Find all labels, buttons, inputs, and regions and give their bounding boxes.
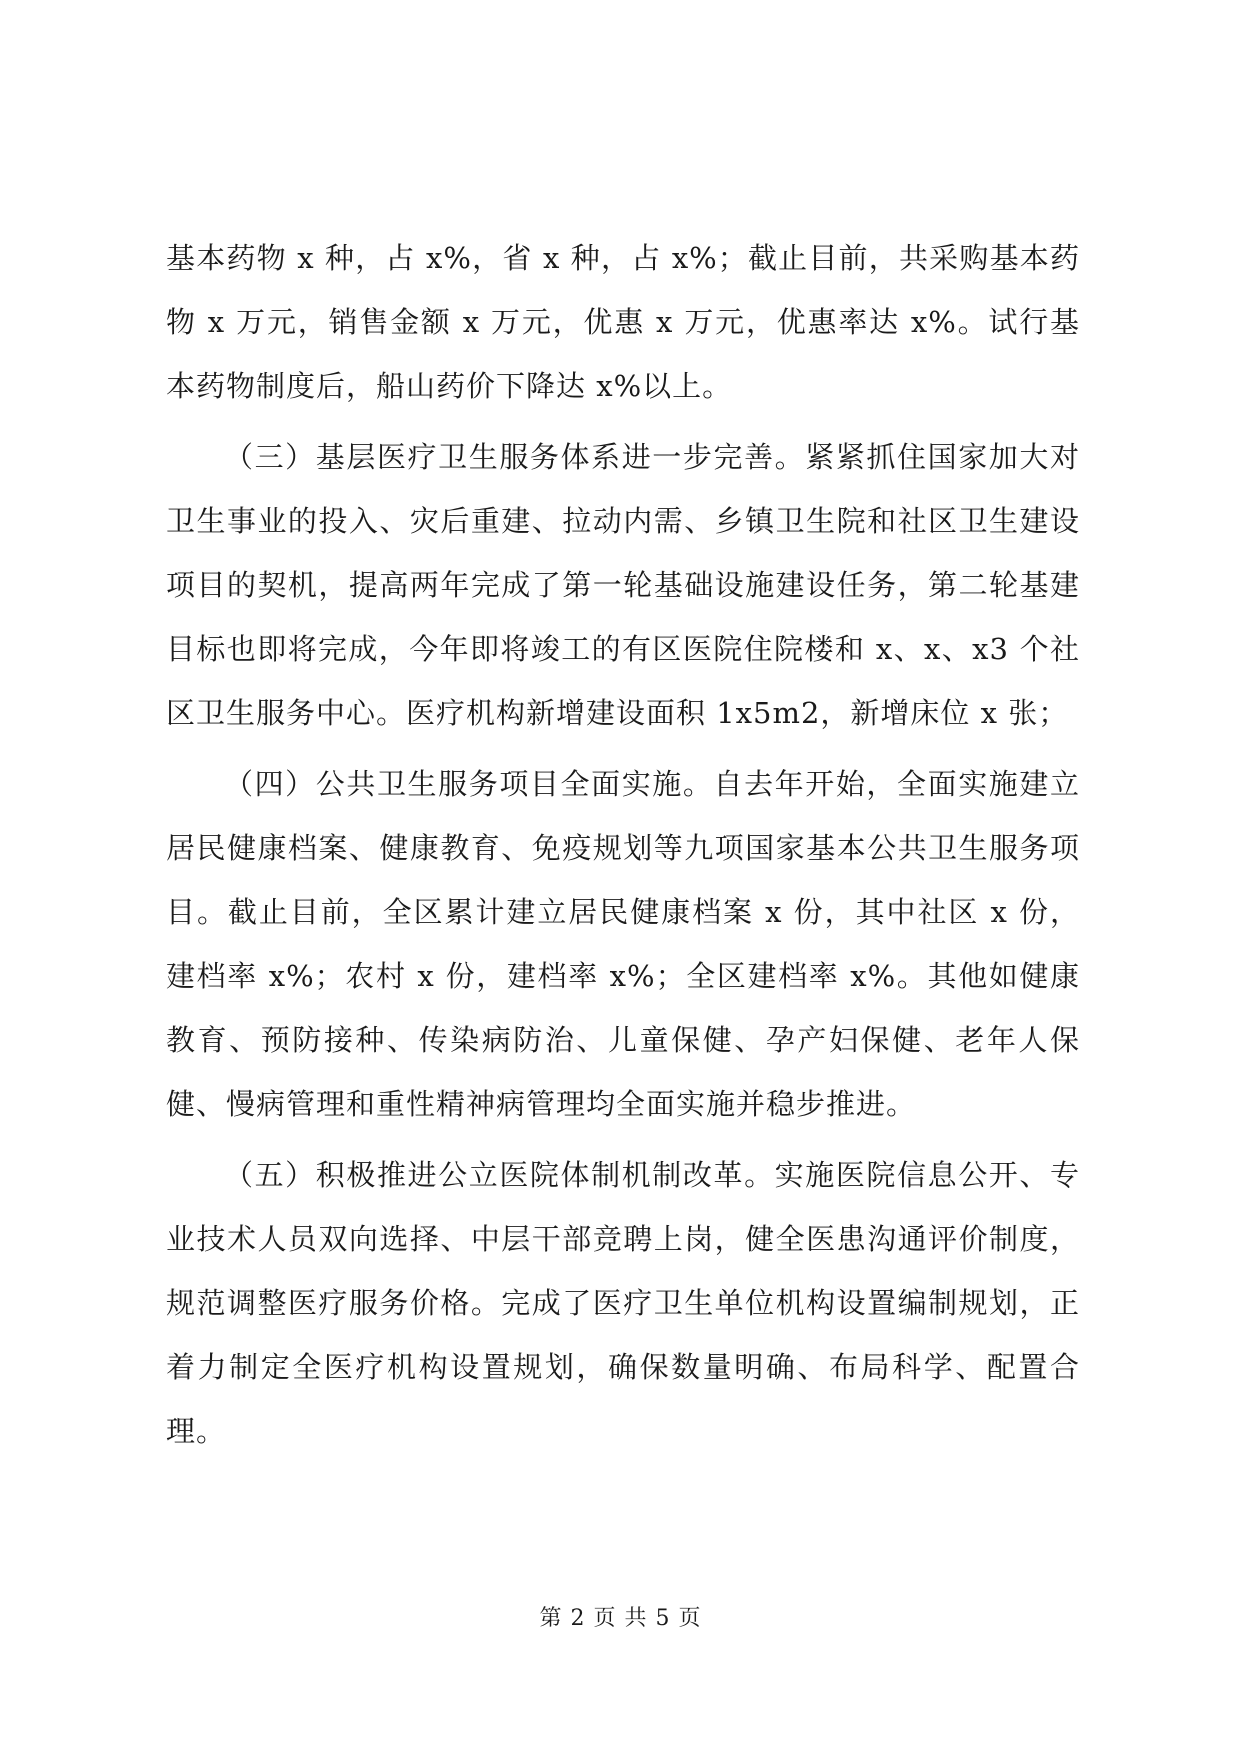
paragraph-section-3: （三）基层医疗卫生服务体系进一步完善。紧紧抓住国家加大对卫生事业的投入、灾后重建、拉动内需、乡镇卫生院和社区卫生建设项目的契机，提高两年完成了第一轮基础设施建设任务，第二轮基建目标也即将完成，今年即将竣工的有区医院住院楼和 x、x、x3 个社区卫生服务中心。医疗机构新增建设面积 1x5m2，新增床位 x 张； (166, 440, 1080, 730)
paragraph-section-5: （五）积极推进公立医院体制机制改革。实施医院信息公开、专业技术人员双向选择、中层干部竞聘上岗，健全医患沟通评价制度，规范调整医疗服务价格。完成了医疗卫生单位机构设置编制规划，正着力制定全医疗机构设置规划，确保数量明确、布局科学、配置合理。 (166, 1158, 1080, 1448)
page-footer (0, 1604, 1241, 1634)
paragraph-basic-drugs: 基本药物 x 种，占 x%，省 x 种，占 x%；截止目前，共采购基本药物 x 万元，销售金额 x 万元，优惠 x 万元，优惠率达 x%。试行基本药物制度后，船山药价下降达 x%以上。 (166, 241, 1080, 403)
page-indicator: 第 2 页 共 5 页 (539, 1606, 702, 1631)
document-body (166, 226, 1080, 1470)
paragraph-section-4: （四）公共卫生服务项目全面实施。自去年开始，全面实施建立居民健康档案、健康教育、免疫规划等九项国家基本公共卫生服务项目。截止目前，全区累计建立居民健康档案 x 份，其中社区 x 份，建档率 x%；农村 x 份，建档率 x%；全区建档率 x%。其他如健康教育、预防接种、传染病防治、儿童保健、孕产妇保健、老年人保健、慢病管理和重性精神病管理均全面实施并稳步推进。 (166, 767, 1080, 1121)
